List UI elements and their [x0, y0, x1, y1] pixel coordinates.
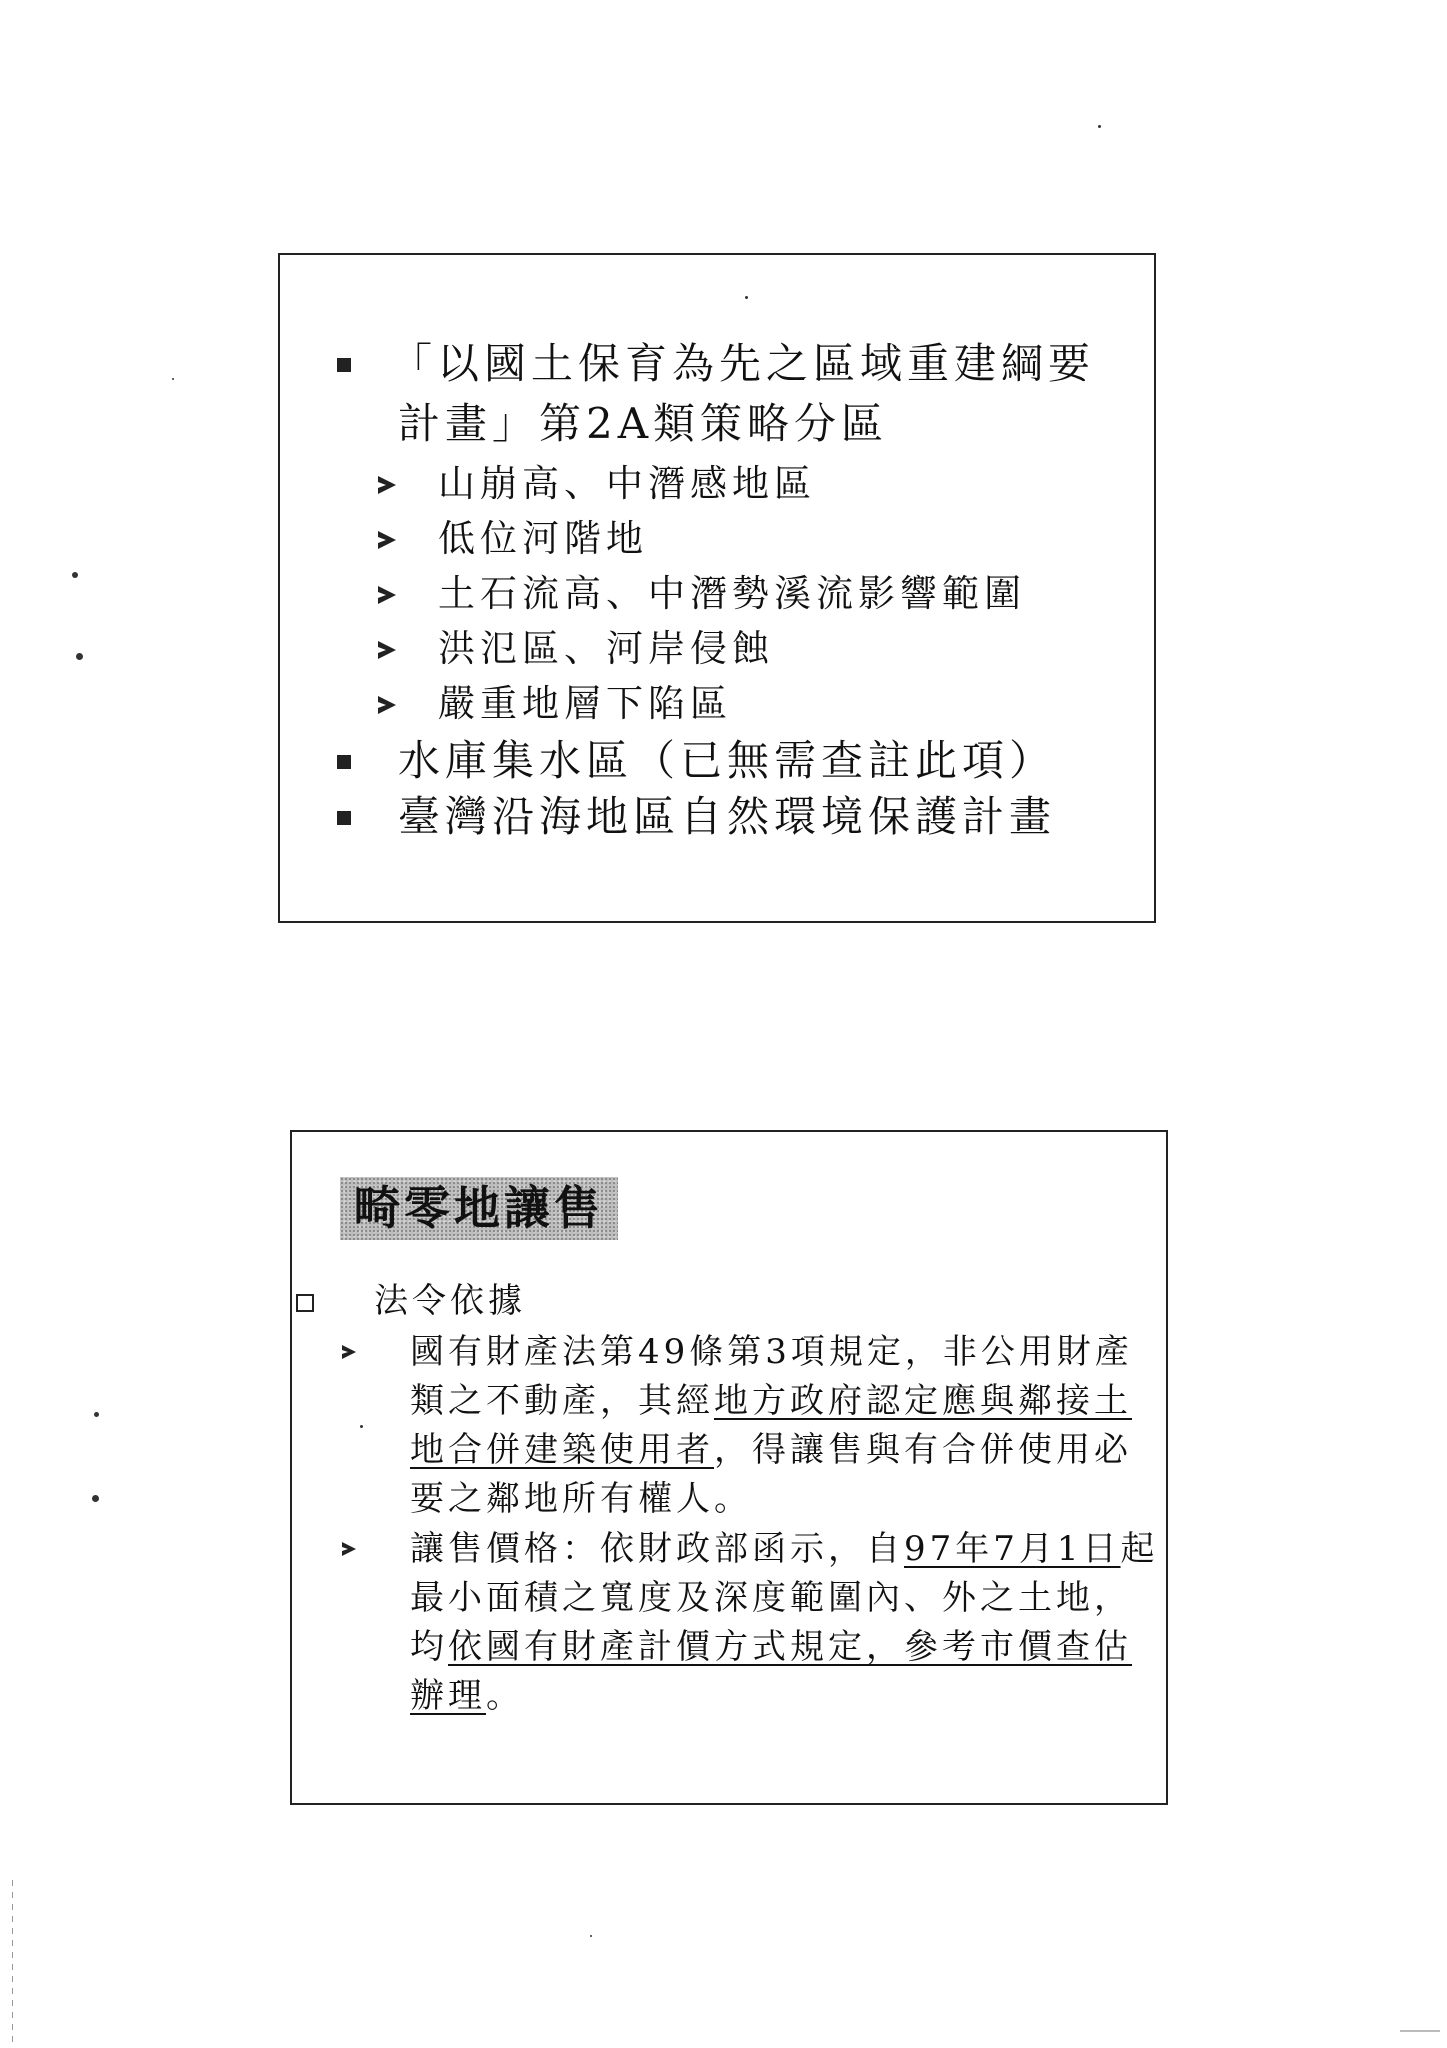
item-1-line-2-underlined: 地方政府認定應與鄰接土	[714, 1381, 1132, 1421]
scan-speck	[745, 296, 748, 299]
square-bullet-icon	[337, 755, 351, 769]
arrow-bullet-icon	[342, 1345, 356, 1359]
scan-speck	[72, 572, 78, 578]
item-1-line-2-text: 類之不動產，其經	[410, 1381, 714, 1421]
item-2-line-4-underlined: 辦理	[410, 1676, 486, 1716]
item-2-line-3-underlined: 依國有財產計價方式規定，參考市價查估	[448, 1627, 1132, 1667]
item-2-line-1-text: 讓售價格：依財政部函示，自	[410, 1529, 904, 1569]
item-1-line-4: 要之鄰地所有權人。	[410, 1479, 752, 1519]
hollow-square-bullet-icon	[296, 1294, 314, 1312]
slide-1	[278, 253, 1156, 923]
item-2-line-3	[410, 1627, 1132, 1667]
sub-item-2: 低位河階地	[438, 517, 648, 560]
item-1-line-3-underlined: 地合併建築使用者	[410, 1430, 714, 1470]
item-1-line-3-text: ，得讓售與有合併使用必	[714, 1430, 1132, 1470]
scan-speck	[94, 1412, 99, 1417]
item-2-line-4	[410, 1676, 524, 1716]
scan-speck	[76, 653, 83, 660]
item-2-line-4-tail: 。	[486, 1676, 524, 1716]
sub-item-1: 山崩高、中潛感地區	[438, 462, 816, 505]
item-2-date: 97年7月1日	[904, 1529, 1121, 1569]
scan-speck	[360, 1425, 363, 1428]
scan-speck	[172, 378, 174, 380]
item-2-line-2: 最小面積之寬度及深度範圍內、外之土地，	[410, 1578, 1132, 1618]
scan-speck	[590, 1935, 592, 1937]
sub-item-3: 土石流高、中潛勢溪流影響範圍	[438, 572, 1026, 615]
scan-edge-line	[12, 1880, 13, 2048]
square-bullet-icon	[337, 358, 351, 372]
bullet-3: 臺灣沿海地區自然環境保護計畫	[398, 792, 1057, 841]
item-1-line-3	[410, 1430, 1132, 1470]
section-label: 法令依據	[374, 1281, 526, 1321]
item-1-line-2	[410, 1381, 1132, 1421]
square-bullet-icon	[337, 811, 351, 825]
bullet-1-line-1: 「以國土保育為先之區域重建綱要	[390, 339, 1096, 388]
scan-speck	[1098, 125, 1101, 128]
arrow-bullet-icon	[378, 641, 396, 659]
bullet-1-line-2: 計畫」第2A類策略分區	[398, 399, 889, 448]
item-1-line-1: 國有財產法第49條第3項規定，非公用財產	[410, 1332, 1133, 1372]
slide-title: 畸零地讓售	[340, 1177, 618, 1240]
item-2-line-3-text: 均	[410, 1627, 448, 1667]
sub-item-4: 洪氾區、河岸侵蝕	[438, 627, 774, 670]
arrow-bullet-icon	[378, 696, 396, 714]
arrow-bullet-icon	[378, 476, 396, 494]
arrow-bullet-icon	[378, 586, 396, 604]
scan-speck	[1400, 2030, 1440, 2032]
item-2-line-1-tail: 起	[1120, 1529, 1159, 1569]
scan-speck	[92, 1495, 99, 1502]
arrow-bullet-icon	[378, 531, 396, 549]
sub-item-5: 嚴重地層下陷區	[438, 682, 732, 725]
slide-2	[290, 1130, 1168, 1805]
item-2-line-1	[410, 1529, 1159, 1569]
arrow-bullet-icon	[342, 1542, 356, 1556]
bullet-2: 水庫集水區（已無需查註此項）	[398, 736, 1057, 785]
